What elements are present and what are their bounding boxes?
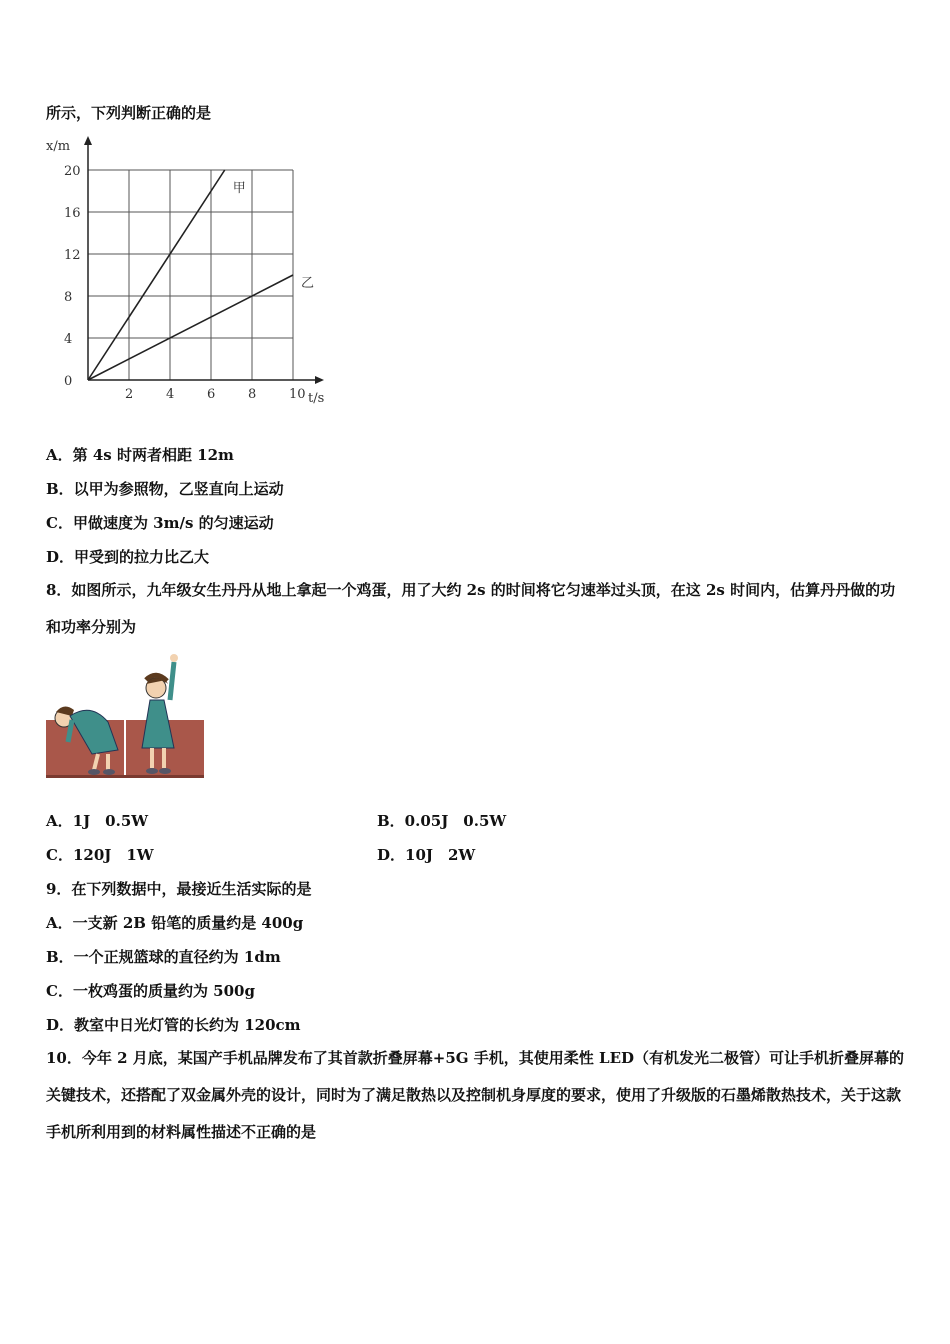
q8-option-c: C．120J 1W [46,846,154,864]
q9-option-c: C．一枚鸡蛋的质量约为 500g [46,982,255,1000]
x-axis-label: t/s [308,391,325,406]
q9-option-d: D．教室中日光灯管的长约为 120cm [46,1016,301,1034]
y-tick-label: 20 [64,164,81,179]
q8-stem: 8．如图所示，九年级女生丹丹从地上拿起一个鸡蛋，用了大约 2s 的时间将它匀速举过头顶，在这 2s 时间内，估算丹丹做的功和功率分别为 [46,581,896,636]
q7-option-c: C．甲做速度为 3m/s 的匀速运动 [46,514,274,532]
y-tick-label: 0 [64,374,73,389]
x-tick-label: 4 [166,387,175,402]
y-tick-label: 16 [64,206,81,221]
x-tick-label: 8 [248,387,257,402]
q8-option-a: A．1J 0.5W [46,812,149,830]
q10-stem: 10．今年 2 月底，某国产手机品牌发布了其首款折叠屏幕+5G 手机，其使用柔性 LED（有机发光二极管）可让手机折叠屏幕的关键技术，还搭配了双金属外壳的设计，同时为了满足散热以及控制机身厚度的要求，使用了升级版的石墨烯散热技术，关于这款手机所利用到的材料属性描述不正确的是 [46,1049,905,1141]
series-label-2: 乙 [301,276,315,291]
y-tick-label: 12 [64,248,81,263]
q7-option-d: D．甲受到的拉力比乙大 [46,548,210,566]
question-intro: 所示，下列判断正确的是 [46,104,212,122]
q8-option-d: D．10J 2W [377,846,476,864]
x-tick-label: 6 [207,387,216,402]
y-tick-label: 4 [64,332,73,347]
q9-option-b: B．一个正规篮球的直径约为 1dm [46,948,281,966]
girl-lifting-egg-illustration [46,650,206,780]
series-line-1 [88,170,225,380]
q7-option-a: A．第 4s 时两者相距 12m [46,446,234,464]
y-tick-label: 8 [64,290,73,305]
q8-option-b: B．0.05J 0.5W [377,812,507,830]
series-label-1: 甲 [232,181,246,196]
q9-stem: 9．在下列数据中，最接近生活实际的是 [46,880,312,898]
q9-option-a: A．一支新 2B 铅笔的质量约是 400g [46,914,304,932]
x-tick-label: 10 [289,387,306,402]
y-axis-label: x/m [46,139,71,154]
chart-axes [84,136,324,384]
x-tick-label: 2 [125,387,134,402]
position-time-chart [40,130,340,410]
series-line-2 [88,275,293,380]
chart-grid [88,170,293,380]
q7-option-b: B．以甲为参照物，乙竖直向上运动 [46,480,284,498]
